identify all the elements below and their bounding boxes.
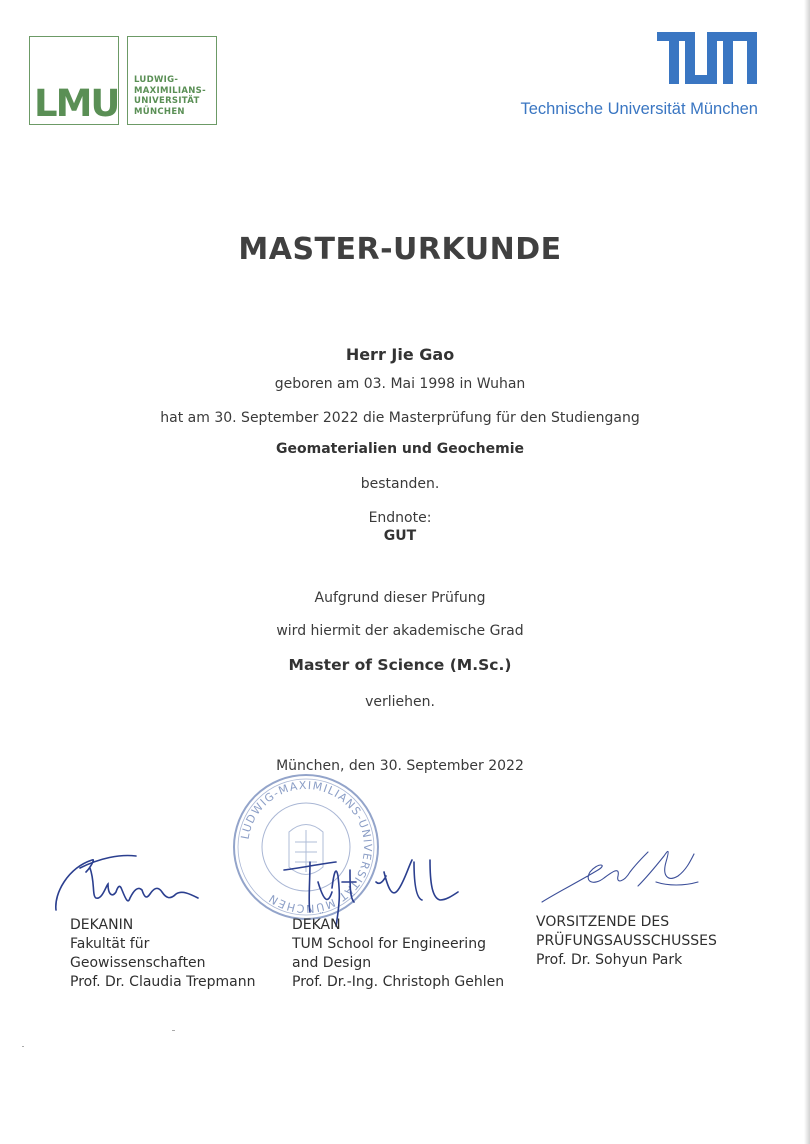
signatory-dean-engineering — [292, 916, 504, 992]
scan-edge-shadow — [804, 0, 810, 1144]
lmu-name-line: MÜNCHEN — [134, 106, 185, 117]
scan-speck — [22, 1046, 24, 1047]
signatory-dean-geosciences — [70, 916, 256, 992]
grade-label: Endnote: — [368, 510, 432, 526]
signatory-line: PRÜFUNGSAUSSCHUSSES — [536, 933, 717, 949]
signatory-line: Geowissenschaften — [70, 955, 206, 971]
signatory-line: and Design — [292, 955, 372, 971]
basis-line: Aufgrund dieser Prüfung — [314, 590, 486, 606]
lmu-name-box — [127, 36, 217, 125]
degree-title: Master of Science (M.Sc.) — [288, 656, 512, 674]
degree-intro: wird hiermit der akademische Grad — [276, 623, 524, 639]
signatory-line: TUM School for Engineering — [292, 936, 486, 952]
birth-line: geboren am 03. Mai 1998 in Wuhan — [274, 376, 526, 392]
lmu-letters-box — [29, 36, 119, 125]
lmu-name-line: LUDWIG- — [134, 75, 179, 85]
certificate-title: MASTER-URKUNDE — [238, 232, 562, 267]
tum-logo — [500, 30, 762, 122]
lmu-logo — [29, 36, 219, 125]
conferred-line: verliehen. — [365, 694, 435, 710]
signature-trepmann — [50, 838, 210, 918]
scan-speck — [172, 1030, 175, 1031]
signatory-line: Prof. Dr. Claudia Trepmann — [70, 974, 256, 990]
passed-line: bestanden. — [360, 476, 440, 492]
signatory-line: Prof. Dr.-Ing. Christoph Gehlen — [292, 974, 505, 990]
program-name: Geomaterialien und Geochemie — [276, 441, 524, 457]
tum-name: Technische Universität München — [520, 100, 758, 118]
grade-value: GUT — [383, 528, 417, 544]
signature-park — [538, 842, 708, 912]
signatory-line: Fakultät für — [70, 936, 150, 952]
signatory-role: VORSITZENDE DES — [536, 914, 670, 930]
lmu-name — [134, 75, 206, 117]
signatory-role: DEKAN — [292, 917, 341, 933]
signatory-line: Prof. Dr. Sohyun Park — [536, 952, 683, 968]
signatory-role: DEKANIN — [70, 917, 134, 933]
place-date: München, den 30. September 2022 — [276, 758, 524, 774]
lmu-name-line: MAXIMILIANS- — [134, 85, 206, 96]
lmu-letters: LMU — [34, 82, 119, 125]
recipient-name: Herr Jie Gao — [345, 345, 455, 364]
lmu-name-line: UNIVERSITÄT — [134, 96, 200, 106]
exam-line: hat am 30. September 2022 die Masterprüfung für den Studiengang — [160, 410, 640, 426]
signatory-exam-board-chair — [536, 913, 717, 970]
seal-text: LUDWIG-MAXIMILIANS-UNIVERSITÄT MÜNCHEN — [238, 778, 375, 916]
tum-mark-icon — [657, 32, 757, 84]
